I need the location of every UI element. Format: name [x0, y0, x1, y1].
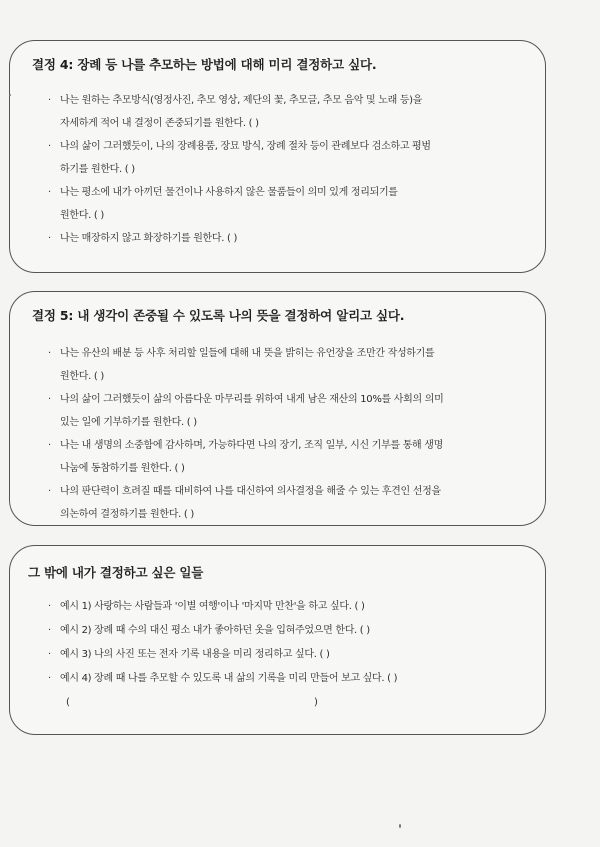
blank-close-paren: ): [314, 697, 318, 708]
decision-4-box: [9, 40, 546, 273]
bullet: ·: [48, 440, 51, 451]
decision-4-list: [46, 89, 531, 250]
list-item: · 예시 1) 사랑하는 사람들과 '이별 여행'이나 '마지막 만찬'을 하고 싶다. ( ): [46, 595, 531, 619]
decision-4-title: 결정 4: 장례 등 나를 추모하는 방법에 대해 미리 결정하고 싶다.: [32, 57, 377, 72]
list-item: · 나는 원하는 추모방식(영정사진, 추모 영상, 제단의 꽃, 추모글, 추모 음악 및 노래 등)을 자세하게 적어 내 결정이 존중되기를 원한다. ( ): [46, 89, 531, 135]
list-item: · 예시 2) 장례 때 수의 대신 평소 내가 좋아하던 옷을 입혀주었으면 한다. ( ): [46, 619, 531, 643]
list-item: · 나는 매장하지 않고 화장하기를 원한다. ( ): [46, 227, 531, 250]
decision-5-box: [9, 291, 546, 526]
other-decisions-list: [46, 595, 531, 715]
other-decisions-box: [9, 545, 546, 735]
list-item: · 나는 내 생명의 소중함에 감사하며, 가능하다면 나의 장기, 조직 일부, 시신 기부를 통해 생명 나눔에 동참하기를 원한다. ( ): [46, 434, 531, 480]
bullet: ·: [48, 625, 51, 636]
list-item: · 나는 유산의 배분 등 사후 처리할 일들에 대해 내 뜻을 밝히는 유언장을 조만간 작성하기를 원한다. ( ): [46, 342, 531, 388]
bullet: ·: [48, 649, 51, 660]
blank-open-paren: (: [66, 697, 70, 708]
other-decisions-title: 그 밖에 내가 결정하고 싶은 일들: [28, 565, 204, 580]
list-item: · 예시 4) 장례 때 나를 추모할 수 있도록 내 삶의 기록을 미리 만들어 보고 싶다. ( ): [46, 667, 531, 691]
bullet: ·: [48, 141, 51, 152]
bullet: ·: [48, 601, 51, 612]
decision-5-list: [46, 342, 531, 526]
bullet: ·: [48, 233, 51, 244]
bullet: ·: [48, 486, 51, 497]
scan-speck: [399, 824, 401, 828]
blank-entry-line[interactable]: [46, 691, 531, 715]
bullet: ·: [48, 187, 51, 198]
bullet: ·: [48, 673, 51, 684]
scan-speck: [9, 94, 11, 96]
list-item: · 나는 평소에 내가 아끼던 물건이나 사용하지 않은 물품들이 의미 있게 정리되기를 원한다. ( ): [46, 181, 531, 227]
list-item: · 예시 3) 나의 사진 또는 전자 기록 내용을 미리 정리하고 싶다. ( ): [46, 643, 531, 667]
bullet: ·: [48, 394, 51, 405]
bullet: ·: [48, 348, 51, 359]
bullet: ·: [48, 95, 51, 106]
list-item: · 나의 판단력이 흐려질 때를 대비하여 나를 대신하여 의사결정을 해줄 수 있는 후견인 선정을 의논하여 결정하기를 원한다. ( ): [46, 480, 531, 526]
decision-5-title: 결정 5: 내 생각이 존중될 수 있도록 나의 뜻을 결정하여 알리고 싶다.: [32, 308, 405, 323]
list-item: · 나의 삶이 그러했듯이, 나의 장례용품, 장묘 방식, 장례 절차 등이 관례보다 검소하고 평범 하기를 원한다. ( ): [46, 135, 531, 181]
list-item: · 나의 삶이 그러했듯이 삶의 아름다운 마무리를 위하여 내게 남은 재산의 10%를 사회의 의미 있는 일에 기부하기를 원한다. ( ): [46, 388, 531, 434]
